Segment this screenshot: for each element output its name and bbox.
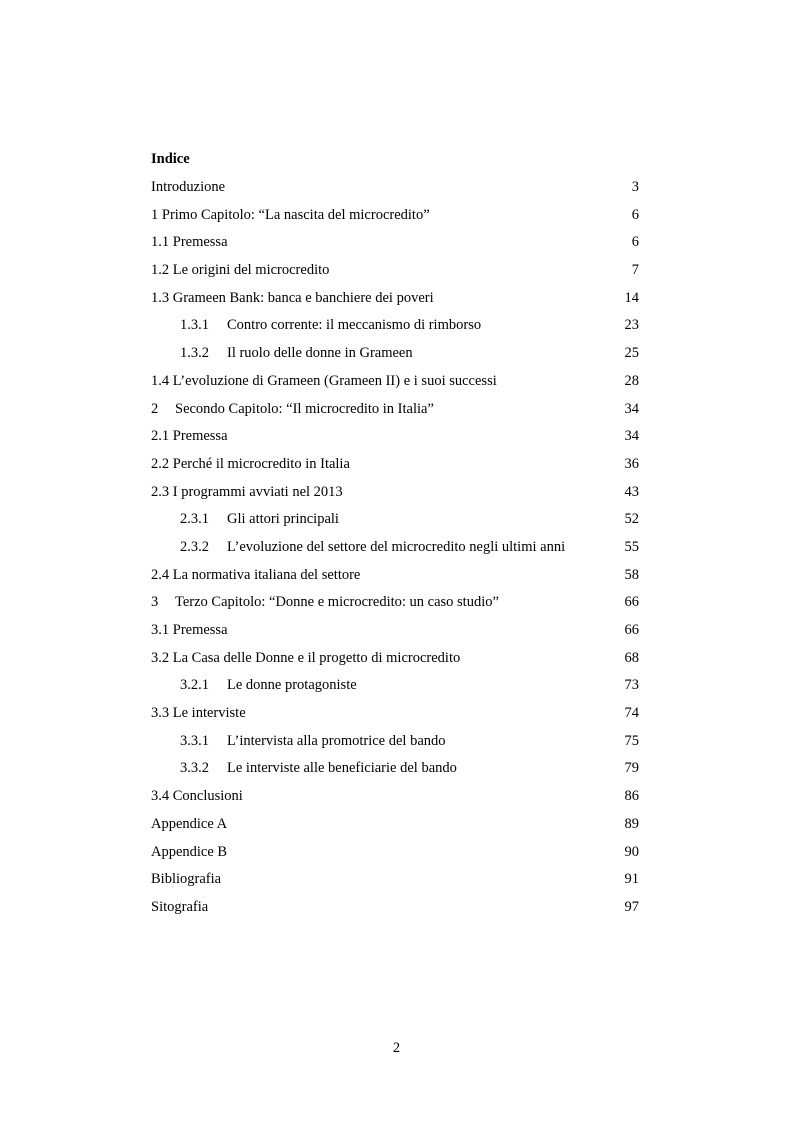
toc-entry-label [180, 672, 357, 700]
toc-entry-text: L’intervista alla promotrice del bando [227, 732, 446, 749]
toc-entry-page: 34 [624, 400, 639, 417]
toc-entry-number: 3.3.1 [180, 732, 209, 749]
toc-entry-text: L’evoluzione del settore del microcredito negli ultimi anni [227, 538, 566, 555]
toc-entry[interactable] [151, 728, 639, 756]
toc-entry-label [151, 783, 243, 811]
toc-entry-page: 52 [624, 511, 639, 528]
toc-entry-label [151, 811, 227, 839]
toc-entry-label [151, 562, 360, 590]
toc-entry[interactable] [151, 479, 639, 507]
toc-entry-label [151, 257, 329, 285]
toc-entry-text: 2.1 Premessa [151, 428, 228, 445]
toc-entry[interactable] [151, 174, 639, 202]
toc-entry-page: 23 [624, 317, 639, 334]
toc-entry-text: Gli attori principali [227, 511, 339, 528]
toc-entry-text: 1 Primo Capitolo: “La nascita del microcredito” [151, 206, 430, 223]
toc-entry-page: 28 [624, 372, 639, 389]
page-number: 2 [392, 1040, 401, 1056]
toc-entry-label [180, 534, 565, 562]
toc-entry[interactable] [151, 451, 639, 479]
toc-entry-text: Le interviste alle beneficiarie del bando [227, 760, 457, 777]
toc-entry-number: 3 [151, 594, 159, 611]
toc-entry-label [180, 755, 457, 783]
toc-entry-text: Il ruolo delle donne in Grameen [227, 345, 413, 362]
toc-entry[interactable] [151, 755, 639, 783]
toc-entry-label [151, 396, 434, 424]
toc-entry[interactable] [151, 229, 639, 257]
toc-entry-label [151, 617, 228, 645]
toc-entry-number: 3.3.2 [180, 760, 209, 777]
toc-entry-label [151, 839, 227, 867]
toc-entry-label [180, 506, 339, 534]
toc-entry[interactable] [151, 783, 639, 811]
toc-entry[interactable] [151, 894, 639, 922]
toc-entry-label [151, 229, 228, 257]
toc-entry[interactable] [151, 811, 639, 839]
toc-entry[interactable] [151, 562, 639, 590]
toc-entry[interactable] [151, 257, 639, 285]
toc-entry-page: 97 [624, 898, 639, 915]
toc-entry-label [180, 728, 446, 756]
toc-entry-page: 91 [624, 871, 639, 888]
toc-entry-text: 1.3 Grameen Bank: banca e banchiere dei poveri [151, 289, 434, 306]
toc-entry-page: 25 [624, 345, 639, 362]
toc-entry-page: 86 [624, 788, 639, 805]
toc-entry-text: Appendice A [151, 815, 228, 832]
toc-entry[interactable] [151, 368, 639, 396]
toc-entry-page: 89 [624, 815, 639, 832]
toc-entry-page: 43 [624, 483, 639, 500]
toc-entry[interactable] [151, 617, 639, 645]
toc-entry-number: 1.3.2 [180, 345, 209, 362]
toc-entry-page: 36 [624, 455, 639, 472]
toc-entry-text: 1.2 Le origini del microcredito [151, 262, 330, 279]
toc-entry-page: 68 [624, 649, 639, 666]
toc-entry-text: 3.4 Conclusioni [151, 788, 243, 805]
toc-entry-label [180, 312, 481, 340]
toc-entry-page: 7 [631, 262, 639, 279]
toc-entry[interactable] [151, 534, 639, 562]
toc-entry[interactable] [151, 340, 639, 368]
toc-entry[interactable] [151, 423, 639, 451]
toc-entry-text: 1.1 Premessa [151, 234, 228, 251]
toc-entry-label [180, 340, 413, 368]
toc-entry[interactable] [151, 866, 639, 894]
toc-entry-label [151, 700, 246, 728]
toc-entry-page: 66 [624, 622, 639, 638]
toc-entry[interactable] [151, 396, 639, 424]
toc-entry-text: 2.3 I programmi avviati nel 2013 [151, 483, 343, 500]
toc-entry-text: 2.2 Perché il microcredito in Italia [151, 455, 350, 472]
toc-entry-label [151, 423, 228, 451]
toc-entry-page: 6 [631, 234, 639, 251]
toc-title: Indice [151, 151, 190, 167]
toc-entry[interactable] [151, 839, 639, 867]
toc-entry-text: 3.3 Le interviste [151, 705, 246, 722]
toc-entry-text: Le donne protagoniste [227, 677, 357, 694]
toc-entry[interactable] [151, 202, 639, 230]
toc-entry-page: 55 [624, 538, 639, 555]
toc-entry-page: 3 [631, 179, 639, 195]
toc-entry-text: Terzo Capitolo: “Donne e microcredito: un caso studio” [175, 594, 499, 611]
table-of-contents [151, 174, 639, 922]
toc-entry-page: 79 [624, 760, 639, 777]
toc-entry-label [151, 479, 343, 507]
toc-entry-page: 73 [624, 677, 639, 694]
toc-entry[interactable] [151, 589, 639, 617]
toc-entry-page: 58 [624, 566, 639, 583]
toc-entry-text: 3.1 Premessa [151, 622, 228, 638]
toc-entry[interactable] [151, 312, 639, 340]
toc-entry-page: 34 [624, 428, 639, 445]
toc-entry-number: 2 [151, 400, 159, 417]
toc-entry[interactable] [151, 672, 639, 700]
toc-entry-label [151, 174, 225, 202]
toc-entry-page: 66 [624, 594, 639, 611]
toc-entry-number: 3.2.1 [180, 677, 209, 694]
toc-entry-text: Secondo Capitolo: “Il microcredito in Italia” [175, 400, 434, 417]
toc-entry-number: 2.3.1 [180, 511, 209, 528]
toc-entry-page: 90 [624, 843, 639, 860]
toc-entry-label [151, 202, 430, 230]
toc-entry-text: Appendice B [151, 843, 228, 860]
toc-entry-label [151, 589, 499, 617]
toc-entry-label [151, 368, 497, 396]
toc-entry-page: 74 [624, 705, 639, 722]
toc-entry-text: Contro corrente: il meccanismo di rimborso [227, 317, 482, 334]
toc-entry[interactable] [151, 645, 639, 673]
toc-entry-page: 14 [624, 289, 639, 306]
toc-entry-text: 2.4 La normativa italiana del settore [151, 566, 361, 583]
toc-entry-label [151, 285, 434, 313]
toc-entry-text: 1.4 L’evoluzione di Grameen (Grameen II) e i suoi successi [151, 372, 497, 389]
toc-entry[interactable] [151, 506, 639, 534]
toc-entry-label [151, 866, 221, 894]
toc-entry-label [151, 894, 208, 922]
toc-entry-text: Sitografia [151, 898, 209, 915]
toc-entry-number: 1.3.1 [180, 317, 209, 334]
toc-entry-text: Bibliografia [151, 871, 222, 888]
toc-entry[interactable] [151, 700, 639, 728]
toc-entry-page: 75 [624, 732, 639, 749]
toc-entry-label [151, 451, 350, 479]
toc-entry-text: 3.2 La Casa delle Donne e il progetto di microcredito [151, 649, 461, 666]
toc-entry-number: 2.3.2 [180, 538, 209, 555]
toc-entry[interactable] [151, 285, 639, 313]
toc-entry-page: 6 [631, 206, 639, 223]
toc-entry-text: Introduzione [151, 179, 226, 195]
toc-entry-label [151, 645, 460, 673]
